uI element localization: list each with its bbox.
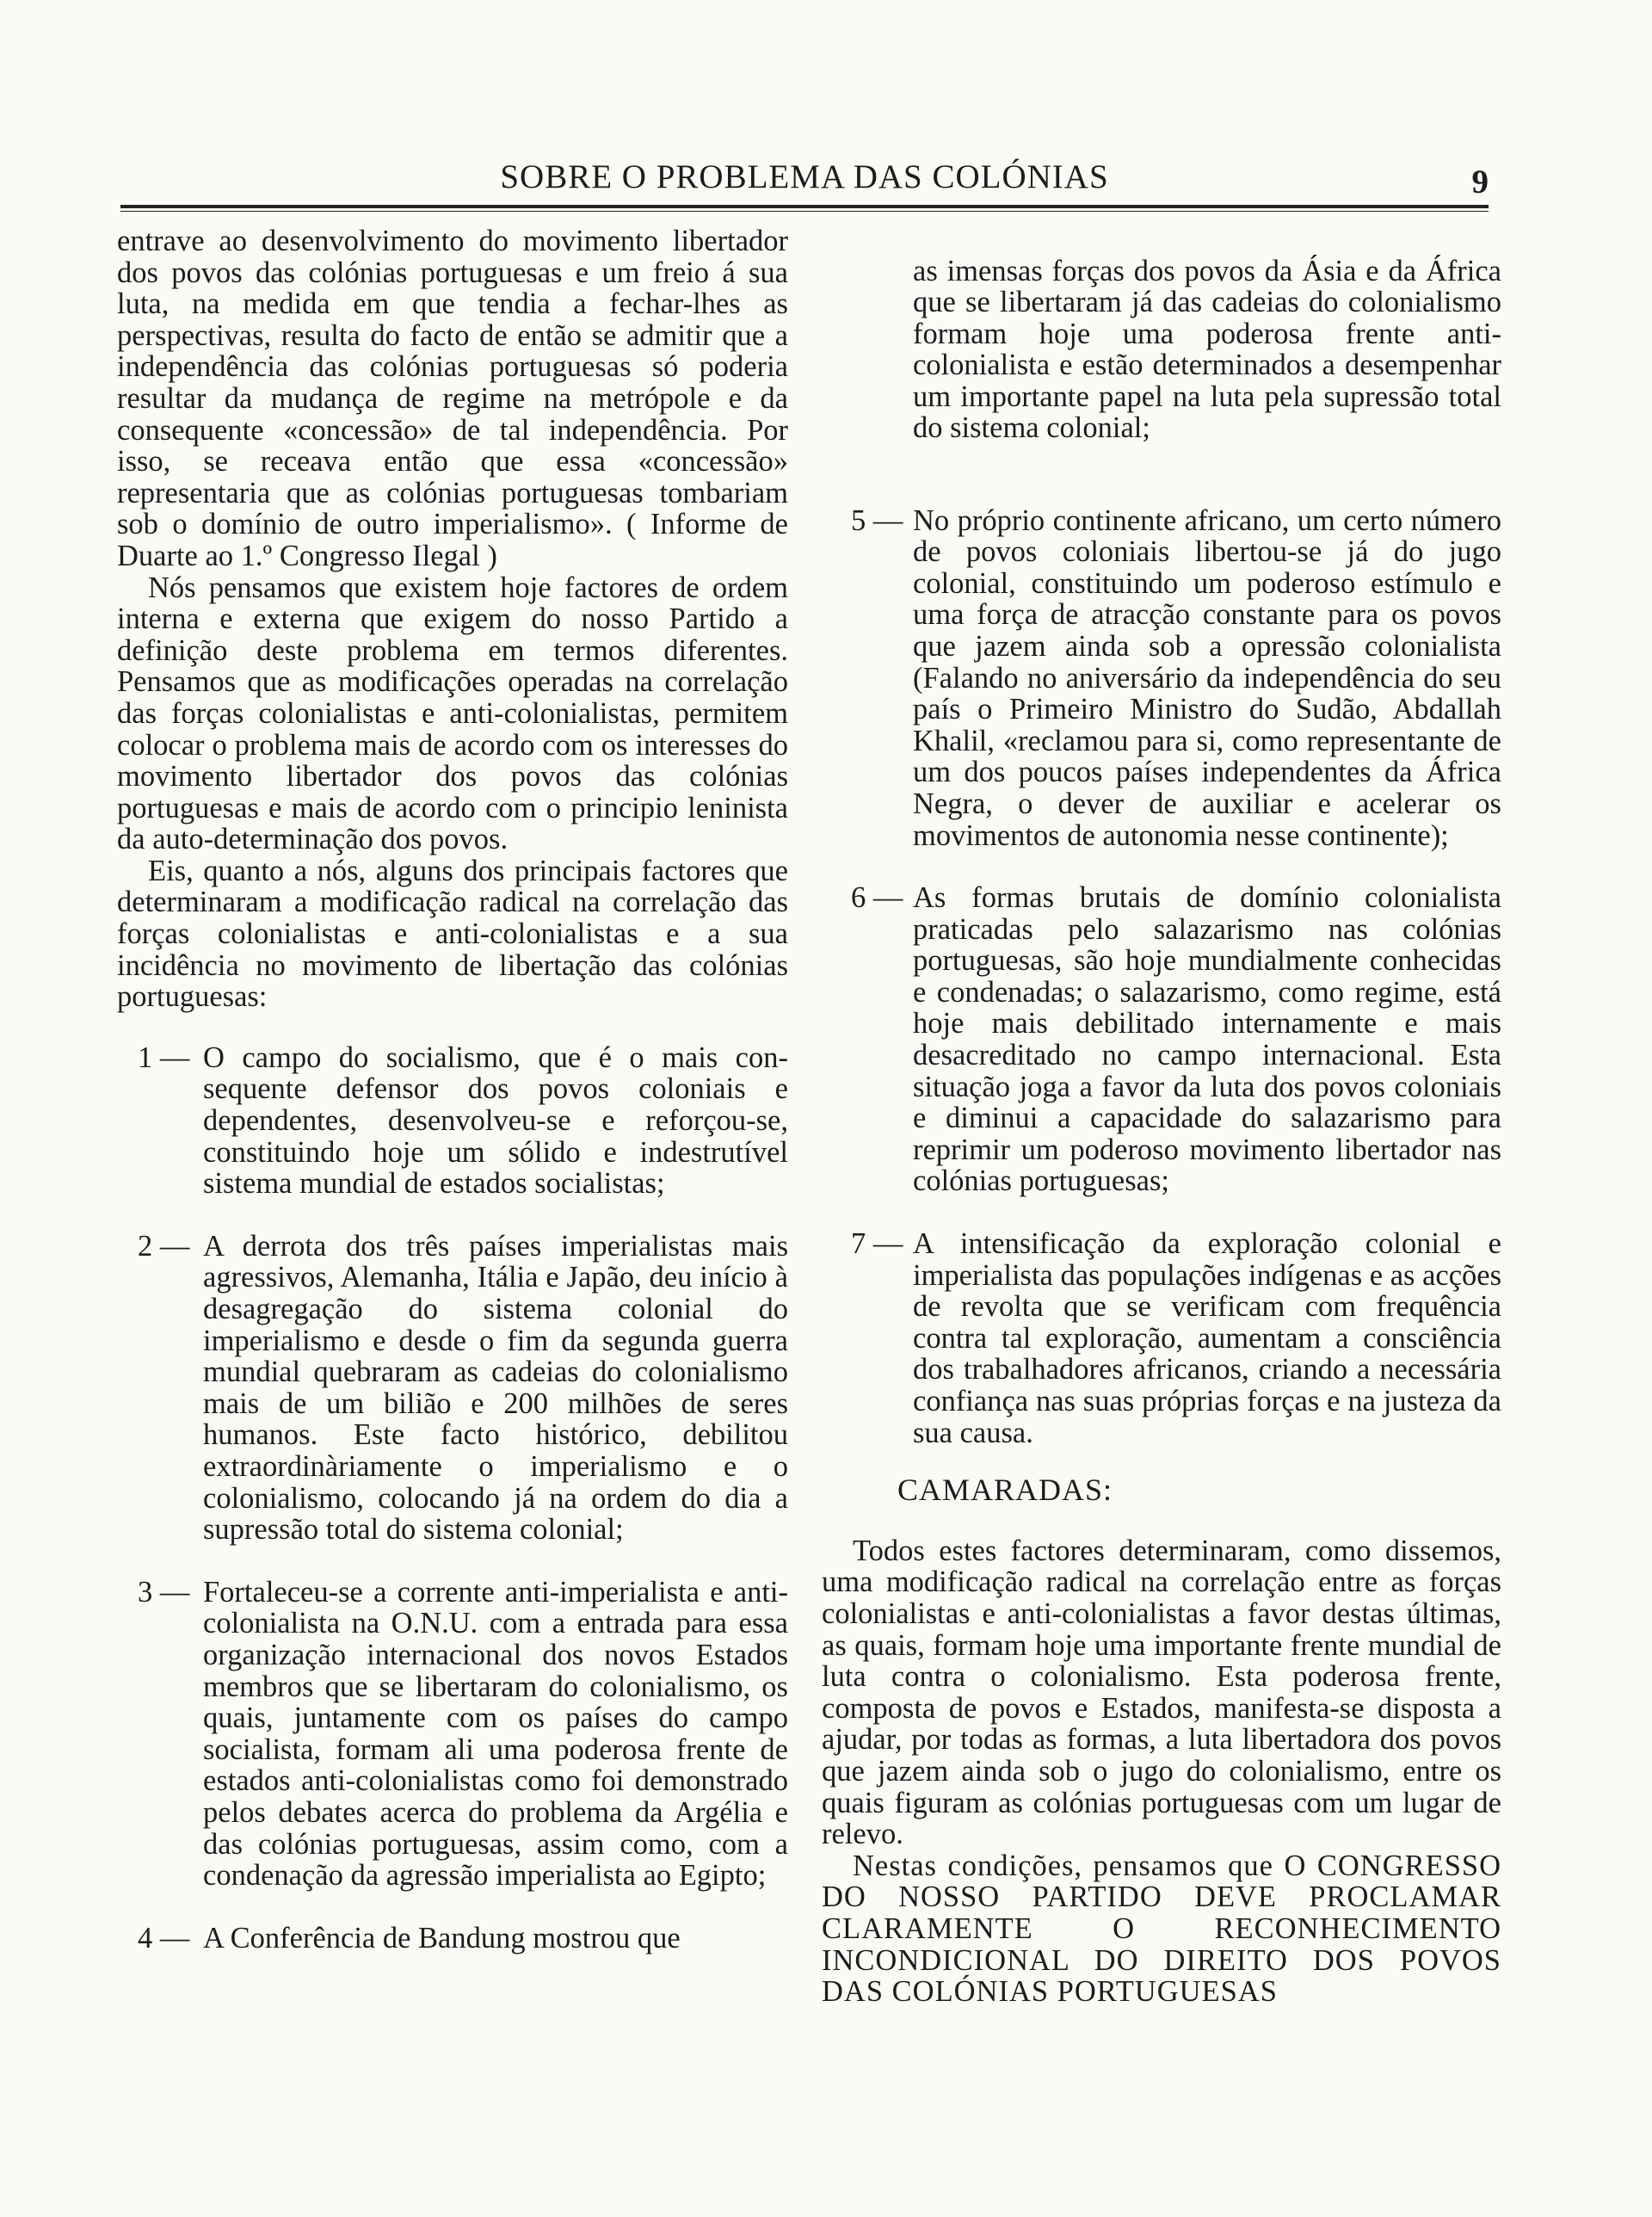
paragraph: Nós pensamos que existem hoje factores de ordem interna e externa que exigem do nosso Partido a definição deste problema em termos diferentes. Pensamos que as modificações operadas na correlação das forças colonialistas e anti-colonialistas, permitem colocar o problema mais de acordo com os interesses do movimento libertador dos povos das colónias portuguesas e mais de acordo com o principio leninista da auto-determinação dos povos. [117,571,788,856]
paragraph: Todos estes factores determinaram, como dissemos, uma modificação radical na correlação entre as forças colonialistas e anti-colonialistas a favor destas últimas, as quais, formam hoje uma importante frente mundial de luta contra o colonialismo. Esta poderosa frente, composta de povos e Estados, manifesta-se disposta a ajudar, por todas as formas, a luta libertadora dos povos que jazem ainda sob o jugo do colonialismo, entre os quais figuram as colónias portuguesas com um lugar de relevo. [822,1534,1501,1851]
paragraph: Eis, quanto a nós, alguns dos principais factores que determinaram a modificação radical na correlação das forças colonialistas e anti-colonialistas e a sua incidência no movimento de libertação das colónias portuguesas: [117,854,788,1014]
list-item-number: 5 — [851,503,903,537]
paragraph: entrave ao desenvolvimento do movimento libertador dos povos das colónias portuguesas e um freio á sua luta, na medida em que tendia a fechar-lhes as perspectivas, resulta do facto de então se admitir que a independência das colónias portuguesas só poderia resultar da mudança de regime na metrópole e da consequente «concessão» de tal independência. Por isso, se receava então que essa «concessão» representaria que as colónias portuguesas tombariam sob o domínio de outro imperialismo». ( Informe de Duarte ao 1.º Congresso Ilegal ) [117,225,788,572]
right-column [822,225,1501,2200]
section-heading: CAMARADAS: [897,1473,1113,1508]
left-column [117,225,788,2200]
list-item-text: A derrota dos três países imperialistas mais agressivos, Alemanha, Itália e Japão, deu início à desagregação do sistema colonial do imperialismo e desde o fim da segunda guerra mundial quebraram as cadeias do colonialismo mais de um bilião e 200 milhões de seres humanos. Este facto histórico, debilitou extraordinàriamente o imperialismo e o colonialismo, colocando já na ordem do dia a supressão total do sistema colonial; [203,1229,788,1547]
list-item-number: 3 — [138,1575,190,1609]
running-title: SOBRE O PROBLEMA DAS COLÓNIAS [500,158,1109,195]
running-head [120,157,1489,201]
list-item-text: O campo do socialismo, que é o mais consequente defensor dos povos coloniais e dependentes, desenvolveu-se e reforçou-se, constituindo hoje um sólido e indestrutível sistema mundial de estados socialistas; [203,1041,788,1201]
page-number: 9 [1471,164,1489,201]
list-item-number: 2 — [138,1229,190,1263]
list-item-text: A intensificação da exploração colonial e imperialista das populações indígenas e as acções de revolta que se verificam com frequência contra tal exploração, aumentam a consciência dos trabalhadores africanos, criando a necessária confiança nas suas próprias forças e na justeza da sua causa. [913,1227,1502,1449]
list-item-text: A Conferência de Bandung mostrou que [203,1921,681,1955]
list-item [117,1231,788,1546]
list-item [822,505,1501,852]
list-item [117,1577,788,1892]
list-item-number: 7 — [851,1227,903,1261]
list-item-text: As formas brutais de domínio colonialista praticadas pelo salazarismo nas colónias portuguesas, são hoje mundialmente conhecidas e condenadas; o salazarismo, como regime, está hoje mais debilitado internamente e mais desacreditado no campo internacional. Esta situação joga a favor da luta dos povos coloniais e diminui a capacidade do salazarismo para reprimir um poderoso movimento libertador nas colónias portuguesas; [913,881,1501,1198]
list-item [822,882,1501,1197]
list-item-continuation: as imensas forças dos povos da Ásia e da África que se libertaram já das cadeias do colonialismo formam hoje uma poderosa frente anti-colonialista e estão determinados a desempenhar um importante papel na luta pela supressão total do sistema colonial; [913,254,1501,445]
header-rule [120,205,1489,212]
list-item [117,1923,788,1955]
paragraph: Nestas condições, pensamos que O CONGRESSO DO NOSSO PARTIDO DEVE PROCLAMAR CLARAMENTE O RECONHECIMENTO INCONDICIONAL DO DIREITO DOS POVOS DAS COLÓNIAS PORTUGUESAS [822,1849,1501,2009]
list-item [822,1228,1501,1448]
list-item-text: No próprio continente africano, um certo número de povos coloniais libertou-se já do jugo colonial, constituindo um poderoso estímulo e uma força de atracção constante para os povos que jazem ainda sob a opressão colonialista (Falando no aniversário da independência do seu país o Primeiro Ministro do Sudão, Abdallah Khalil, «reclamou para si, como representante de um dos poucos países independentes da África Negra, o dever de auxiliar e acelerar os movimentos de autonomia nesse continente); [913,503,1501,852]
list-item [117,1042,788,1200]
list-item-text: Fortaleceu-se a corrente anti-imperialista e anti-colonialista na O.N.U. com a entrada para essa organização internacional dos novos Estados membros que se libertaram do colonialismo, os quais, juntamente com os países do campo socialista, formam ali uma poderosa frente de estados anti-colonialistas como foi demonstrado pelos debates acerca do problema da Argélia e das colónias portuguesas, assim como, com a condenação da agressão imperialista ao Egipto; [203,1575,788,1893]
list-item-number: 6 — [851,881,903,915]
list-item-number: 1 — [138,1041,190,1074]
list-item-number: 4 — [138,1921,190,1955]
